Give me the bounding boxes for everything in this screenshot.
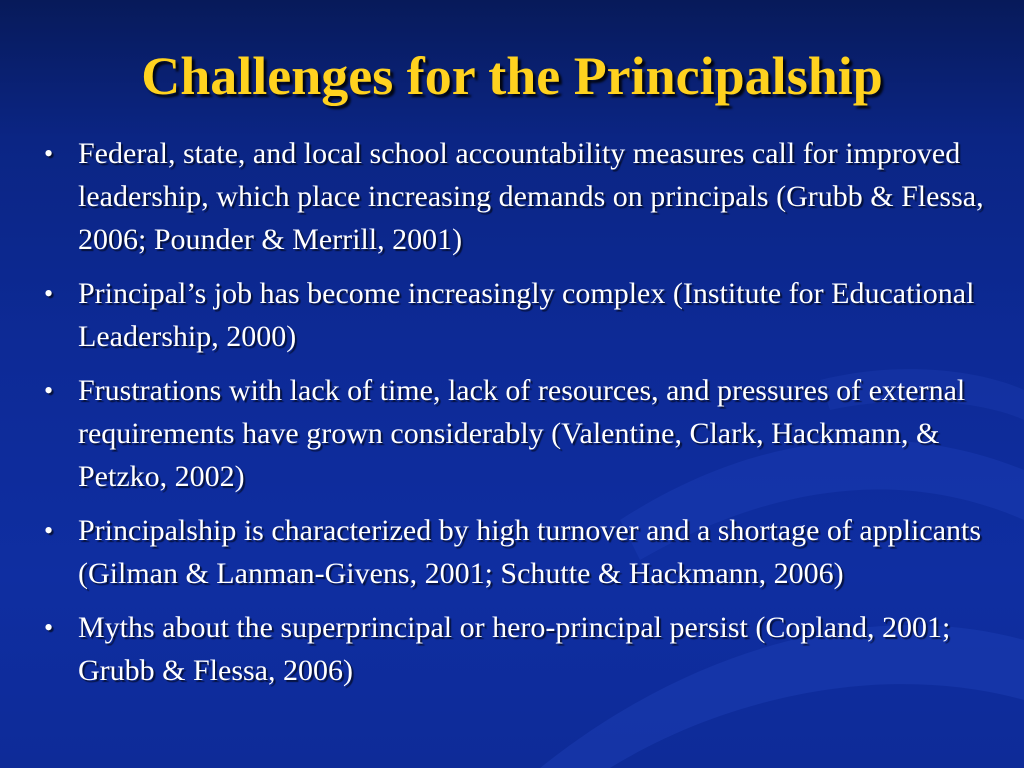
bullet-list [44, 132, 994, 703]
bullet-dot-icon: • [44, 613, 54, 642]
bullet-item-complexity [44, 272, 994, 358]
bullet-dot-icon: • [44, 516, 54, 545]
bullet-item-frustrations [44, 369, 994, 498]
bullet-dot-icon: • [44, 139, 54, 168]
bullet-text: Myths about the superprincipal or hero-principal persist (Copland, 2001; Grubb & Flessa, 2006) [78, 611, 951, 687]
bullet-item-turnover [44, 509, 994, 595]
bullet-dot-icon: • [44, 279, 54, 308]
bullet-item-myths [44, 606, 994, 692]
slide-title: Challenges for the Principalship [141, 46, 883, 106]
bullet-text: Frustrations with lack of time, lack of resources, and pressures of external requirements have grown considerably (Valentine, Clark, Hackmann, & Petzko, 2002) [78, 374, 966, 493]
bullet-text: Principalship is characterized by high turnover and a shortage of applicants (Gilman & Lanman-Givens, 2001; Schutte & Hackmann, 2006) [78, 514, 982, 590]
bullet-text: Principal’s job has become increasingly complex (Institute for Educational Leadership, 2000) [78, 277, 975, 353]
bullet-item-accountability [44, 132, 994, 261]
bullet-dot-icon: • [44, 376, 54, 405]
bullet-text: Federal, state, and local school accountability measures call for improved leadership, which place increasing demands on principals (Grubb & Flessa, 2006; Pounder & Merrill, 2001) [78, 137, 984, 256]
